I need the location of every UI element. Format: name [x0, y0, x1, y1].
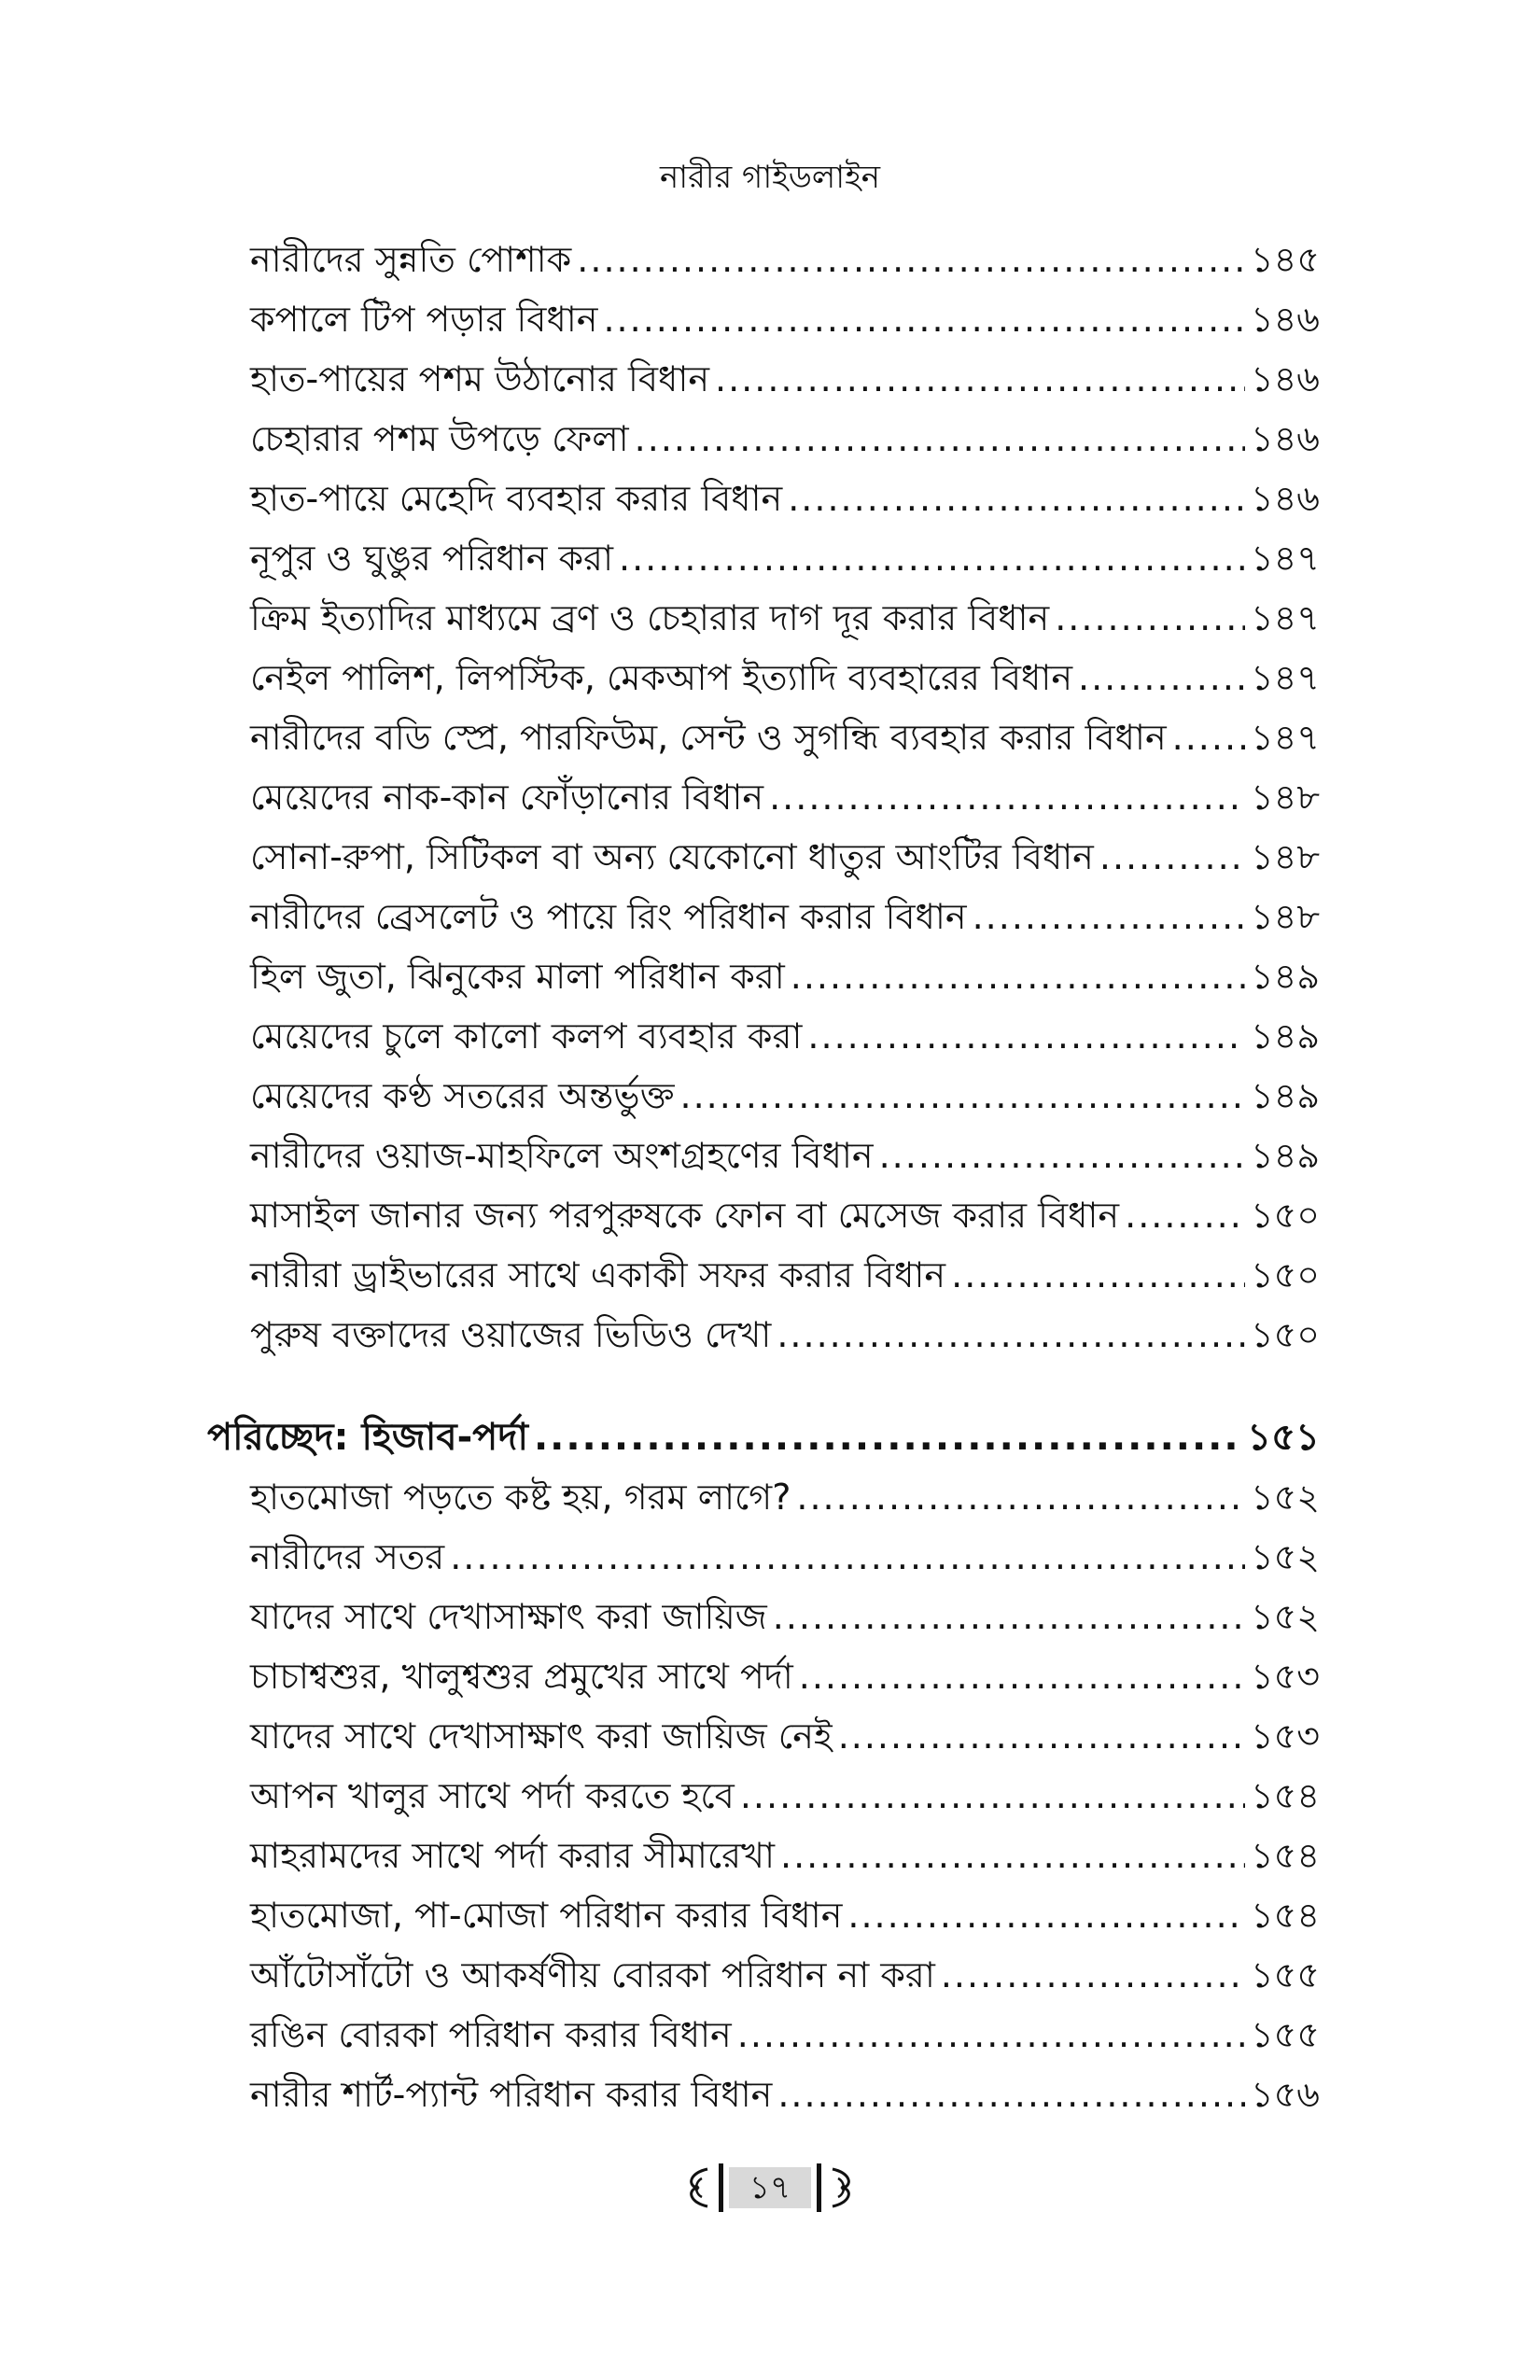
toc-entry	[250, 1708, 1320, 1764]
toc-entry-title: ক্রিম ইত্যাদির মাধ্যমে ব্রণ ও চেহারার দাগ দূর করার বিধান	[250, 597, 1050, 638]
toc-entry-title: নারীদের সুন্নতি পোশাক	[250, 239, 572, 280]
toc-entry	[250, 291, 1320, 347]
toc-entry-page: ১৫৬	[1250, 2074, 1320, 2115]
page-number: ১৭	[729, 2167, 811, 2208]
toc-entry-page: ১৫২	[1250, 1477, 1320, 1518]
toc-entry-title: হাতমোজা পড়তে কষ্ট হয়, গরম লাগে?	[250, 1477, 791, 1518]
toc-entry-page: ১৪৬	[1250, 478, 1320, 519]
toc-entry	[250, 1768, 1320, 1824]
toc-entry-title: হাত-পায়ে মেহেদি ব্যবহার করার বিধান	[250, 478, 783, 519]
toc-entry-page: ১৫০	[1250, 1254, 1320, 1295]
toc-entry	[250, 1947, 1320, 2003]
right-flourish-icon	[827, 2163, 859, 2212]
toc-entry	[250, 2007, 1320, 2063]
toc-entry	[250, 1187, 1320, 1243]
dot-leader	[777, 1307, 1245, 1363]
toc-entry-title: হাত-পায়ের পশম উঠানোর বিধান	[250, 358, 710, 399]
dot-leader	[791, 948, 1245, 1004]
dot-leader	[619, 530, 1245, 586]
toc-entry	[250, 1127, 1320, 1183]
toc-entry	[250, 1589, 1320, 1645]
dot-leader	[1078, 650, 1245, 706]
toc-entry	[250, 1008, 1320, 1064]
toc-entry-page: ১৪৬	[1250, 299, 1320, 340]
toc-chapter-heading	[207, 1409, 1320, 1465]
toc-entry	[250, 530, 1320, 586]
toc-entry-page: ১৫৫	[1251, 1954, 1320, 1995]
toc-entry-title: চেহারার পশম উপড়ে ফেলা	[250, 418, 629, 459]
toc-entry-title: সোনা-রুপা, সিটিকল বা অন্য যেকোনো ধাতুর আংটির বিধান	[250, 836, 1094, 877]
page-footer	[0, 2163, 1540, 2212]
toc-entry	[250, 1887, 1320, 1943]
dot-leader	[1099, 829, 1245, 885]
dot-leader	[788, 470, 1245, 526]
toc-entry-title: রঙিন বোরকা পরিধান করার বিধান	[250, 2014, 732, 2055]
toc-entry	[250, 769, 1320, 825]
toc-entry	[250, 709, 1320, 765]
dot-leader	[879, 1127, 1245, 1183]
toc-entry-title: নারীদের ব্রেসলেট ও পায়ে রিং পরিধান করার বিধান	[250, 896, 967, 937]
toc-entry-page: ১৫৩	[1250, 1656, 1320, 1697]
toc-entry	[250, 411, 1320, 467]
toc-chapter-title: পরিচ্ছেদ: হিজাব-পর্দা	[207, 1416, 528, 1459]
toc-entry-page: ১৪৭	[1250, 597, 1320, 638]
toc-entry-title: মেয়েদের কণ্ঠ সতরের অন্তর্ভুক্ত	[250, 1075, 675, 1116]
toc-entry	[250, 2066, 1320, 2122]
dot-leader	[807, 1008, 1245, 1064]
toc-entry-title: হাতমোজা, পা-মোজা পরিধান করার বিধান	[250, 1895, 843, 1936]
dot-leader	[450, 1529, 1245, 1585]
dot-leader	[973, 889, 1245, 945]
toc-entry	[250, 1529, 1320, 1585]
toc-entry-title: মেয়েদের চুলে কালো কলপ ব্যবহার করা	[250, 1015, 803, 1057]
dot-leader	[773, 1589, 1245, 1645]
toc-entry-title: মাহরামদের সাথে পর্দা করার সীমারেখা	[250, 1835, 775, 1876]
toc-entry-page: ১৪৮	[1251, 896, 1320, 937]
toc-entry	[250, 948, 1320, 1004]
right-rule	[817, 2163, 821, 2212]
toc-entry-title: পুরুষ বক্তাদের ওয়াজের ভিডিও দেখা	[250, 1314, 772, 1355]
toc-entry-title: নারীর শার্ট-প্যান্ট পরিধান করার বিধান	[250, 2074, 773, 2115]
toc-entry-title: নারীদের সতর	[250, 1536, 445, 1577]
toc-entry-title: নারীরা ড্রাইভারের সাথে একাকী সফর করার বিধান	[250, 1254, 946, 1295]
toc-entry-title: যাদের সাথে দেখাসাক্ষাৎ করা জায়িজ	[250, 1596, 767, 1637]
left-flourish-icon	[681, 2163, 713, 2212]
running-header: নারীর গাইডলাইন	[659, 159, 881, 196]
toc-entry	[250, 829, 1320, 885]
toc-entry	[250, 231, 1320, 287]
toc-entry-page: ১৪৫	[1251, 239, 1320, 280]
toc-entry	[250, 1068, 1320, 1124]
dot-leader	[715, 351, 1245, 407]
dot-leader	[1125, 1187, 1245, 1243]
toc-entry-page: ১৫৩	[1250, 1715, 1320, 1757]
dot-leader	[1055, 590, 1245, 646]
toc-entry-page: ১৫৪	[1251, 1895, 1320, 1936]
dot-leader	[534, 1409, 1241, 1465]
toc-entry-page: ১৪৮	[1251, 777, 1320, 818]
toc-entry-title: নারীদের ওয়াজ-মাহফিলে অংশগ্রহণের বিধান	[250, 1135, 874, 1176]
dot-leader	[951, 1247, 1245, 1303]
dot-leader	[680, 1068, 1246, 1124]
toc-entry-page: ১৪৬	[1250, 358, 1320, 399]
dot-leader	[577, 231, 1245, 287]
dot-leader	[740, 1768, 1245, 1824]
toc-entry	[250, 1648, 1320, 1704]
toc-entry-page: ১৫৪	[1251, 1775, 1320, 1816]
dot-leader	[847, 1887, 1245, 1943]
dot-leader	[780, 1827, 1245, 1883]
toc-entry-title: নারীদের বডি স্প্রে, পারফিউম, সেন্ট ও সুগন্ধি ব্যবহার করার বিধান	[250, 717, 1167, 758]
toc-entry-title: মেয়েদের নাক-কান ফোঁড়ানোর বিধান	[250, 777, 764, 818]
dot-leader	[1172, 709, 1245, 765]
toc-entry-title: যাদের সাথে দেখাসাক্ষাৎ করা জায়িজ নেই	[250, 1715, 833, 1757]
toc-entry	[250, 650, 1320, 706]
toc-entry-page: ১৪৯	[1251, 1075, 1320, 1116]
dot-leader	[635, 411, 1245, 467]
toc-entry-page: ১৪৭	[1250, 717, 1320, 758]
dot-leader	[799, 1648, 1245, 1704]
toc-entry-page: ১৪৯	[1251, 1135, 1320, 1176]
toc-entry-title: মাসাইল জানার জন্য পরপুরুষকে ফোন বা মেসেজ করার বিধান	[250, 1195, 1120, 1236]
toc-entry	[250, 1827, 1320, 1883]
left-rule	[719, 2163, 723, 2212]
toc-chapter-page: ১৫১	[1247, 1416, 1320, 1459]
toc-entry-title: আপন খালুর সাথে পর্দা করতে হবে	[250, 1775, 735, 1816]
toc-entry	[250, 1469, 1320, 1525]
dot-leader	[603, 291, 1245, 347]
toc-entry	[250, 889, 1320, 945]
dot-leader	[777, 2066, 1245, 2122]
toc-entry-page: ১৫৪	[1251, 1835, 1320, 1876]
dot-leader	[769, 769, 1245, 825]
dot-leader	[796, 1469, 1245, 1525]
toc-entry-title: নেইল পালিশ, লিপস্টিক, মেকআপ ইত্যাদি ব্যবহারের বিধান	[250, 657, 1072, 698]
toc-entry-page: ১৫০	[1250, 1314, 1320, 1355]
toc-entry-page: ১৪৮	[1251, 836, 1320, 877]
toc-entry-title: চাচাশ্বশুর, খালুশ্বশুর প্রমুখের সাথে পর্দা	[250, 1656, 793, 1697]
toc-entry-page: ১৪৯	[1251, 1015, 1320, 1057]
toc-entry-title: আঁটোসাঁটো ও আকর্ষণীয় বোরকা পরিধান না করা	[250, 1954, 935, 1995]
toc-entry	[250, 470, 1320, 526]
toc-entry	[250, 1247, 1320, 1303]
toc-entry-page: ১৫২	[1250, 1596, 1320, 1637]
toc-entry-page: ১৪৭	[1250, 657, 1320, 698]
toc-entry	[250, 590, 1320, 646]
dot-leader	[737, 2007, 1245, 2063]
toc-entry-page: ১৫০	[1250, 1195, 1320, 1236]
toc-entry-title: কপালে টিপ পড়ার বিধান	[250, 299, 598, 340]
dot-leader	[941, 1947, 1245, 2003]
dot-leader	[838, 1708, 1245, 1764]
toc-entry-page: ১৫৫	[1251, 2014, 1320, 2055]
toc-entry-page: ১৫২	[1250, 1536, 1320, 1577]
toc-entry	[250, 351, 1320, 407]
toc-entry-page: ১৪৭	[1250, 538, 1320, 579]
toc-entry-page: ১৪৬	[1250, 418, 1320, 459]
toc-entry-title: নূপুর ও ঘুঙুর পরিধান করা	[250, 538, 613, 579]
toc-entry	[250, 1307, 1320, 1363]
toc-entry-title: হিল জুতা, ঝিনুকের মালা পরিধান করা	[250, 956, 785, 997]
toc-entry-page: ১৪৯	[1251, 956, 1320, 997]
